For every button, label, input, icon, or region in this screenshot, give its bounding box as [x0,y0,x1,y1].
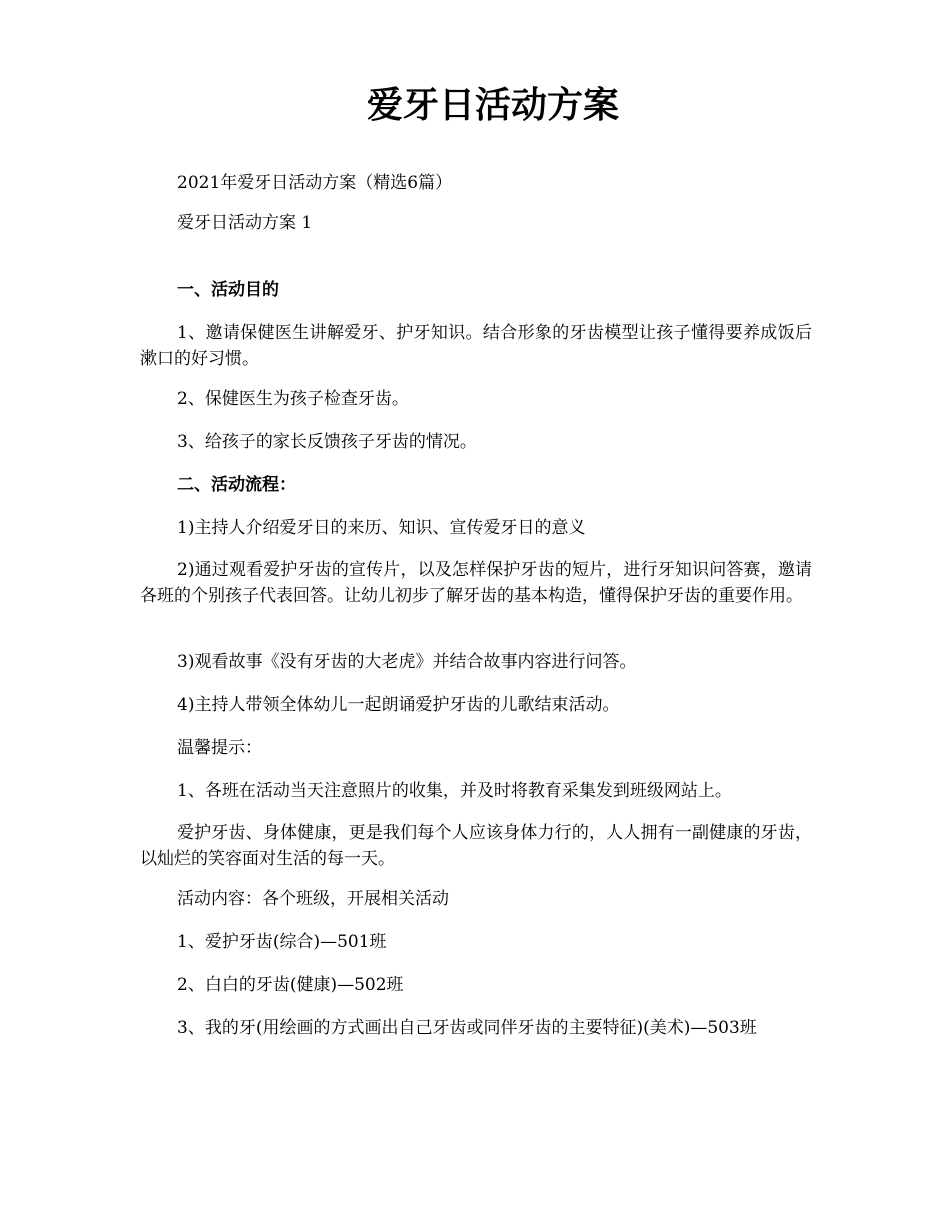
paragraph: 1、爱护牙齿(综合)—501班 [177,932,387,952]
heading-process: 二、活动流程： [177,475,296,495]
paragraph: 1、各班在活动当天注意照片的收集，并及时将教育采集发到班级网站上。 [177,781,732,801]
paragraph: 活动内容：各个班级，开展相关活动 [177,889,449,909]
paragraph: 3、我的牙(用绘画的方式画出自己牙齿或同伴牙齿的主要特征)(美术)—503班 [177,1018,757,1038]
paragraph: 爱护牙齿、身体健康，更是我们每个人应该身体力行的，人人拥有一副健康的牙齿，以灿烂的笑容面对生活的每一天。 [140,823,812,869]
heading-purpose: 一、活动目的 [177,280,279,300]
paragraph: 3、给孩子的家长反馈孩子牙齿的情况。 [177,432,477,452]
paragraph: 3)观看故事《没有牙齿的大老虎》并结合故事内容进行问答。 [177,652,637,672]
document-subtitle: 2021年爱牙日活动方案（精选6篇） [177,173,453,193]
paragraph: 4)主持人带领全体幼儿一起朗诵爱护牙齿的儿歌结束活动。 [177,695,620,715]
paragraph: 1)主持人介绍爱牙日的来历、知识、宣传爱牙日的意义 [177,518,586,538]
paragraph: 温馨提示： [177,738,262,758]
section-title: 爱牙日活动方案 1 [177,213,313,233]
paragraph: 1、邀请保健医生讲解爱牙、护牙知识。结合形象的牙齿模型让孩子懂得要养成饭后漱口的好习惯。 [140,323,812,369]
document-title: 爱牙日活动方案 [366,84,619,126]
paragraph: 2)通过观看爱护牙齿的宣传片，以及怎样保护牙齿的短片，进行牙知识问答赛，邀请各班的个别孩子代表回答。让幼儿初步了解牙齿的基本构造，懂得保护牙齿的重要作用。 [140,560,812,606]
paragraph: 2、保健医生为孩子检查牙齿。 [177,389,409,409]
paragraph: 2、白白的牙齿(健康)—502班 [177,975,404,995]
